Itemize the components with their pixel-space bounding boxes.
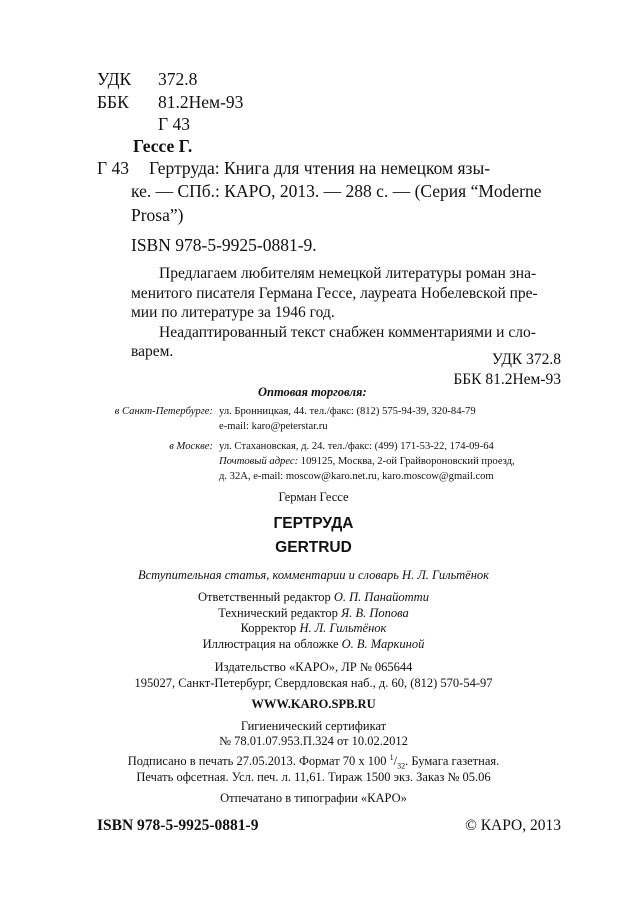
tech-editor-line (0, 606, 627, 621)
abstract-line5: варем. (131, 343, 174, 360)
proofreader-line (0, 621, 627, 636)
cert-line1: Гигиенический сертификат (240, 719, 387, 733)
cover-label: Иллюстрация на обложке (202, 637, 342, 651)
website: WWW.KARO.SPB.RU (251, 697, 376, 711)
proofreader-name: Н. Л. Гильтёнок (299, 621, 387, 635)
spb-line2: e-mail: karo@peterstar.ru (219, 421, 328, 432)
publisher-line: Издательство «КАРО», ЛР № 065644 (214, 660, 413, 674)
editor-line (0, 590, 627, 605)
footer-isbn: ISBN 978-5-9925-0881-9 (97, 817, 259, 834)
cover-name: О. В. Маркиной (341, 637, 425, 651)
abstract-line4: Неадаптированный текст снабжен комментариями и сло- (159, 324, 536, 341)
abstract-line1: Предлагаем любителям немецкой литературы роман зна- (159, 265, 537, 282)
print-line1-start: Подписано в печать 27.05.2013. Формат 70 x 100 (127, 754, 390, 768)
card-author: Гессе Г. (133, 136, 193, 156)
msk-label: в Москве: (169, 441, 213, 452)
author-sign: Г 43 (158, 114, 190, 134)
bbk-right: ББК 81.2Нем-93 (453, 371, 561, 388)
editor-name: О. П. Панайотти (333, 590, 429, 604)
bbk-label: ББК (97, 92, 129, 112)
address-line: 195027, Санкт-Петербург, Свердловская наб., д. 60, (812) 570-54-97 (134, 676, 493, 690)
footer-copyright: © КАРО, 2013 (465, 817, 561, 834)
abstract-line2: менитого писателя Германа Гессе, лауреата Нобелевской пре- (131, 285, 538, 302)
card-desc-line1: Гертруда: Книга для чтения на немецком язы- (149, 158, 491, 178)
print-line1-end: . Бумага газетная. (405, 754, 500, 768)
abstract-line3: мии по литературе за 1946 год. (131, 304, 335, 321)
format-numerator: 1 (389, 752, 394, 762)
bbk-value: 81.2Нем-93 (158, 92, 244, 112)
tech-editor-name: Я. В. Попова (341, 606, 409, 620)
format-denominator: 32 (397, 761, 406, 771)
udk-right: УДК 372.8 (491, 351, 561, 368)
print-line1: Подписано в печать 27.05.2013. Формат 70 x 100 $^1/_{32}$. Бумага газетная. (127, 752, 500, 771)
card-sign: Г 43 (97, 158, 129, 178)
udk-value: 372.8 (158, 69, 198, 89)
imprint-author: Герман Гессе (278, 490, 349, 504)
msk-line3: д. 32А, e-mail: moscow@karo.net.ru, karo.moscow@gmail.com (219, 471, 494, 482)
printed-at: Отпечатано в типографии «КАРО» (220, 791, 407, 805)
msk-postal-address: 109125, Москва, 2-ой Грайвороновский проезд, (298, 456, 515, 467)
msk-line1: ул. Стахановская, д. 24. тел./факс: (499) 171-53-22, 174-09-64 (219, 441, 494, 452)
cover-line (0, 637, 627, 652)
print-line2: Печать офсетная. Усл. печ. л. 11,61. Тираж 1500 экз. Заказ № 05.06 (136, 770, 491, 784)
udk-label: УДК (97, 69, 132, 89)
spb-label: в Санкт-Петербурге: (114, 406, 213, 417)
tech-editor-label: Технический редактор (218, 606, 342, 620)
spb-line1: ул. Бронницкая, 44. тел./факс: (812) 575-94-39, 320-84-79 (219, 406, 476, 417)
wholesale-heading: Оптовая торговля: (258, 385, 367, 399)
proofreader-label: Корректор (240, 621, 300, 635)
title-ru: ГЕРТРУДА (273, 515, 354, 532)
msk-postal-label: Почтовый адрес: (219, 456, 299, 467)
card-isbn: ISBN 978-5-9925-0881-9. (131, 235, 317, 255)
card-desc-line3: Prosa”) (131, 205, 184, 225)
cert-line2: № 78.01.07.953.П.324 от 10.02.2012 (219, 734, 408, 748)
title-de: GERTRUD (275, 539, 352, 556)
intro-credit: Вступительная статья, комментарии и словарь Н. Л. Гильтёнок (137, 568, 490, 582)
msk-line2 (219, 456, 515, 467)
card-desc-line2: ке. — СПб.: КАРО, 2013. — 288 с. — (Серия “Moderne (131, 181, 542, 201)
editor-label: Ответственный редактор (198, 590, 334, 604)
